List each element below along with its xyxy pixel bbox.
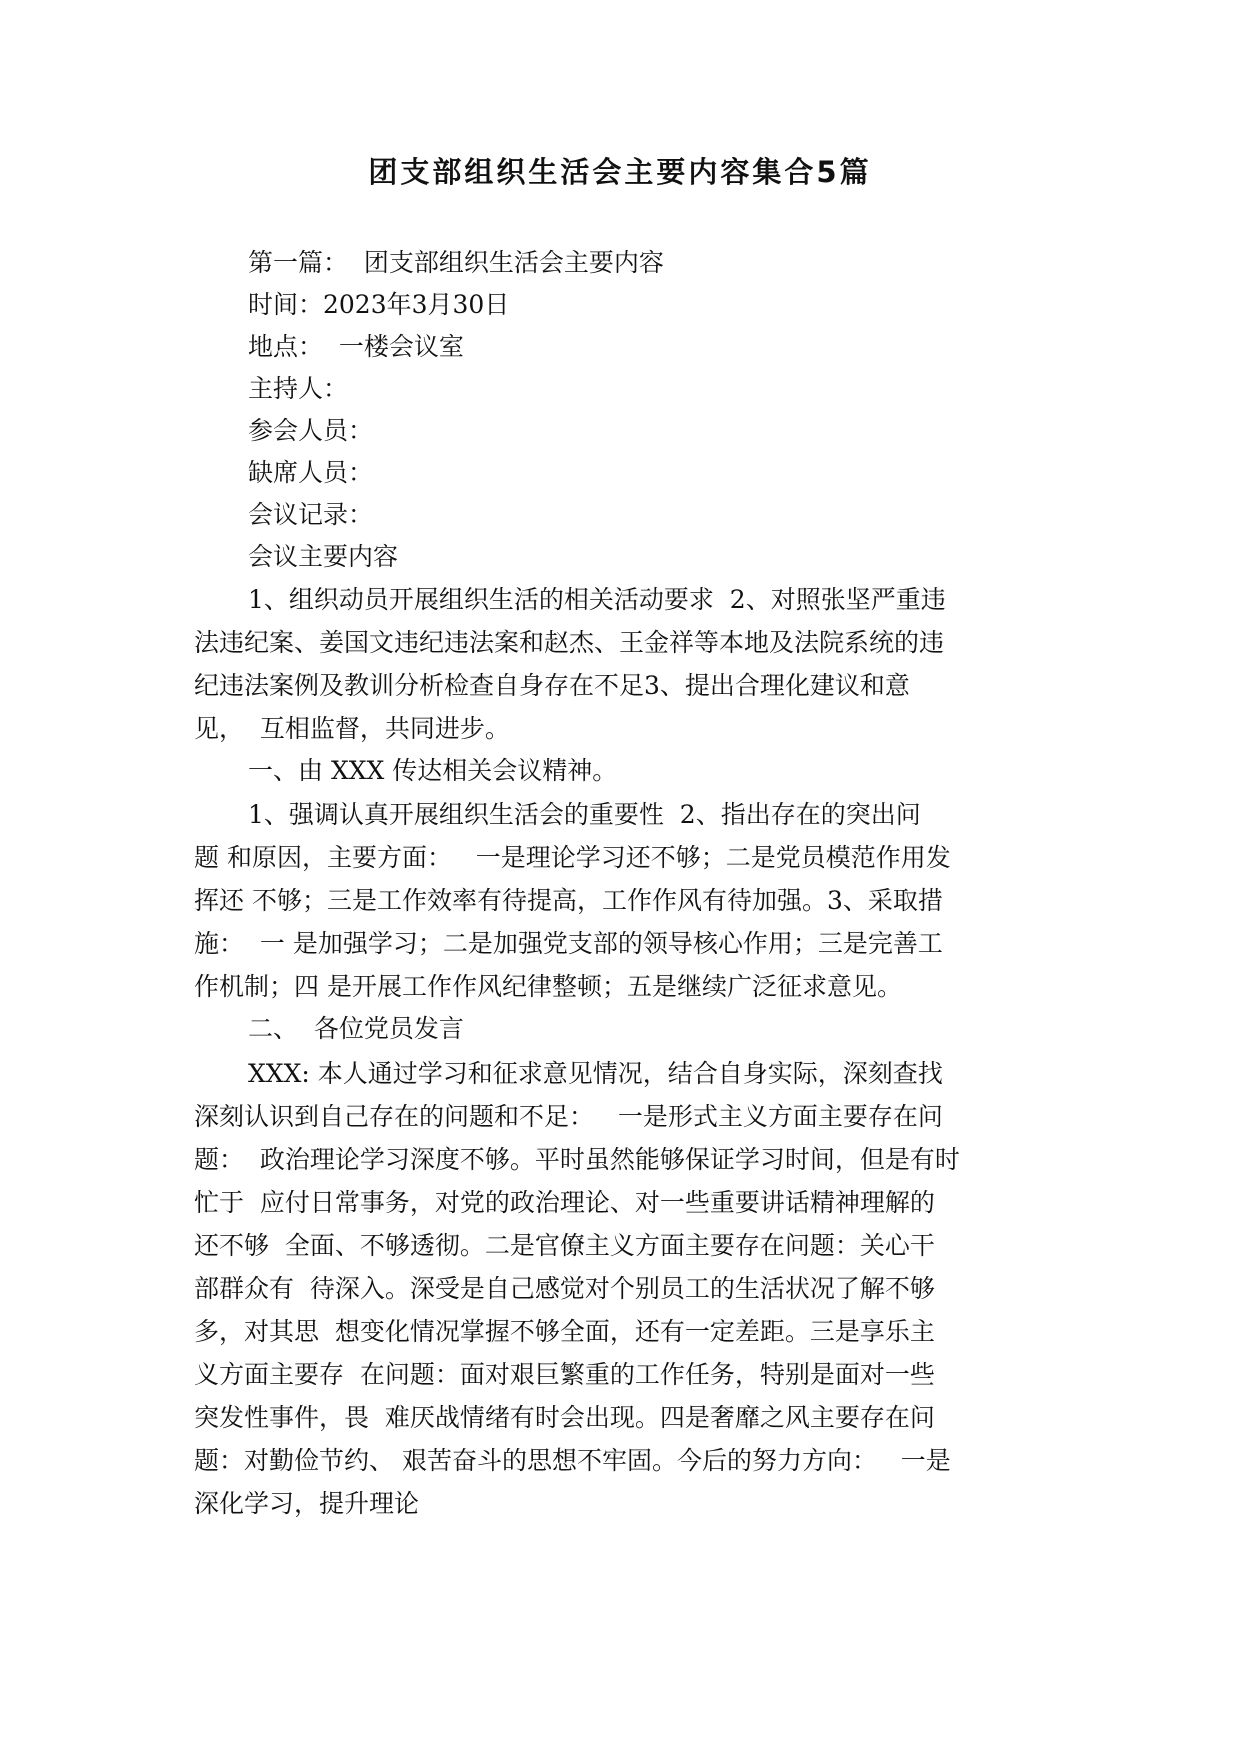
document-title: 团支部组织生活会主要内容集合5篇: [368, 155, 872, 189]
paragraph-line: 深刻认识到自己存在的问题和不足： 一是形式主义方面主要存在问: [194, 1102, 943, 1131]
meeting-absentees: 缺席人员：: [248, 458, 374, 487]
paragraph-member-statement: [194, 1052, 1064, 1525]
paragraph-line: 见， 互相监督，共同进步。: [194, 714, 510, 743]
paragraph-line: 1、强调认真开展组织生活会的重要性 2、指出存在的突出问: [248, 800, 921, 829]
paragraph-line: 部群众有 待深入。深受是自己感觉对个别员工的生活状况了解不够: [194, 1274, 935, 1303]
section-heading-2: 二、 各位党员发言: [248, 1014, 464, 1043]
paragraph-line: 题：对勤俭节约、 艰苦奋斗的思想不牢固。今后的努力方向： 一是: [194, 1446, 951, 1475]
paragraph-line: 挥还 不够；三是工作效率有待提高，工作作风有待加强。3、采取措: [194, 886, 943, 915]
meeting-minutes: 会议记录：: [248, 500, 374, 529]
paragraph-line: 纪违法案例及教训分析检查自身存在不足3、提出合理化建议和意: [194, 671, 910, 700]
section-heading-1: 一、由 XXX 传达相关会议精神。: [248, 756, 618, 785]
paragraph-line: XXX: 本人通过学习和征求意见情况，结合自身实际，深刻查找: [248, 1059, 943, 1088]
paragraph-line: 题： 政治理论学习深度不够。平时虽然能够保证学习时间，但是有时: [194, 1145, 960, 1174]
paragraph-line: 题 和原因，主要方面： 一是理论学习还不够；二是党员模范作用发: [194, 843, 951, 872]
paragraph-line: 突发性事件，畏 难厌战情绪有时会出现。四是奢靡之风主要存在问: [194, 1403, 935, 1432]
paragraph-line: 深化学习，提升理论: [194, 1489, 420, 1518]
meeting-time: 时间：2023年3月30日: [248, 290, 510, 319]
paragraph-line: 多，对其思 想变化情况掌握不够全面，还有一定差距。三是享乐主: [194, 1317, 935, 1346]
paragraph-line: 还不够 全面、不够透彻。二是官僚主义方面主要存在问题：关心干: [194, 1231, 935, 1260]
meeting-host: 主持人：: [248, 374, 349, 403]
paragraph-key-points: [194, 793, 1064, 1008]
meeting-attendees: 参会人员：: [248, 416, 374, 445]
meeting-main-content: 会议主要内容: [248, 542, 399, 571]
paragraph-line: 施： 一 是加强学习；二是加强党支部的领导核心作用；三是完善工: [194, 929, 943, 958]
paragraph-line: 1、组织动员开展组织生活的相关活动要求 2、对照张坚严重违: [248, 585, 946, 614]
paragraph-line: 义方面主要存 在问题：面对艰巨繁重的工作任务，特别是面对一些: [194, 1360, 935, 1389]
meeting-location: 地点： 一楼会议室: [248, 332, 464, 361]
paragraph-line: 忙于 应付日常事务，对党的政治理论、对一些重要讲话精神理解的: [194, 1188, 935, 1217]
paragraph-line: 法违纪案、姜国文违纪违法案和赵杰、王金祥等本地及法院系统的违: [194, 628, 945, 657]
paragraph-line: 作机制；四 是开展工作作风纪律整顿；五是继续广泛征求意见。: [194, 972, 902, 1001]
paragraph-meeting-agenda: [194, 578, 1064, 750]
chapter-heading: 第一篇： 团支部组织生活会主要内容: [248, 248, 664, 277]
